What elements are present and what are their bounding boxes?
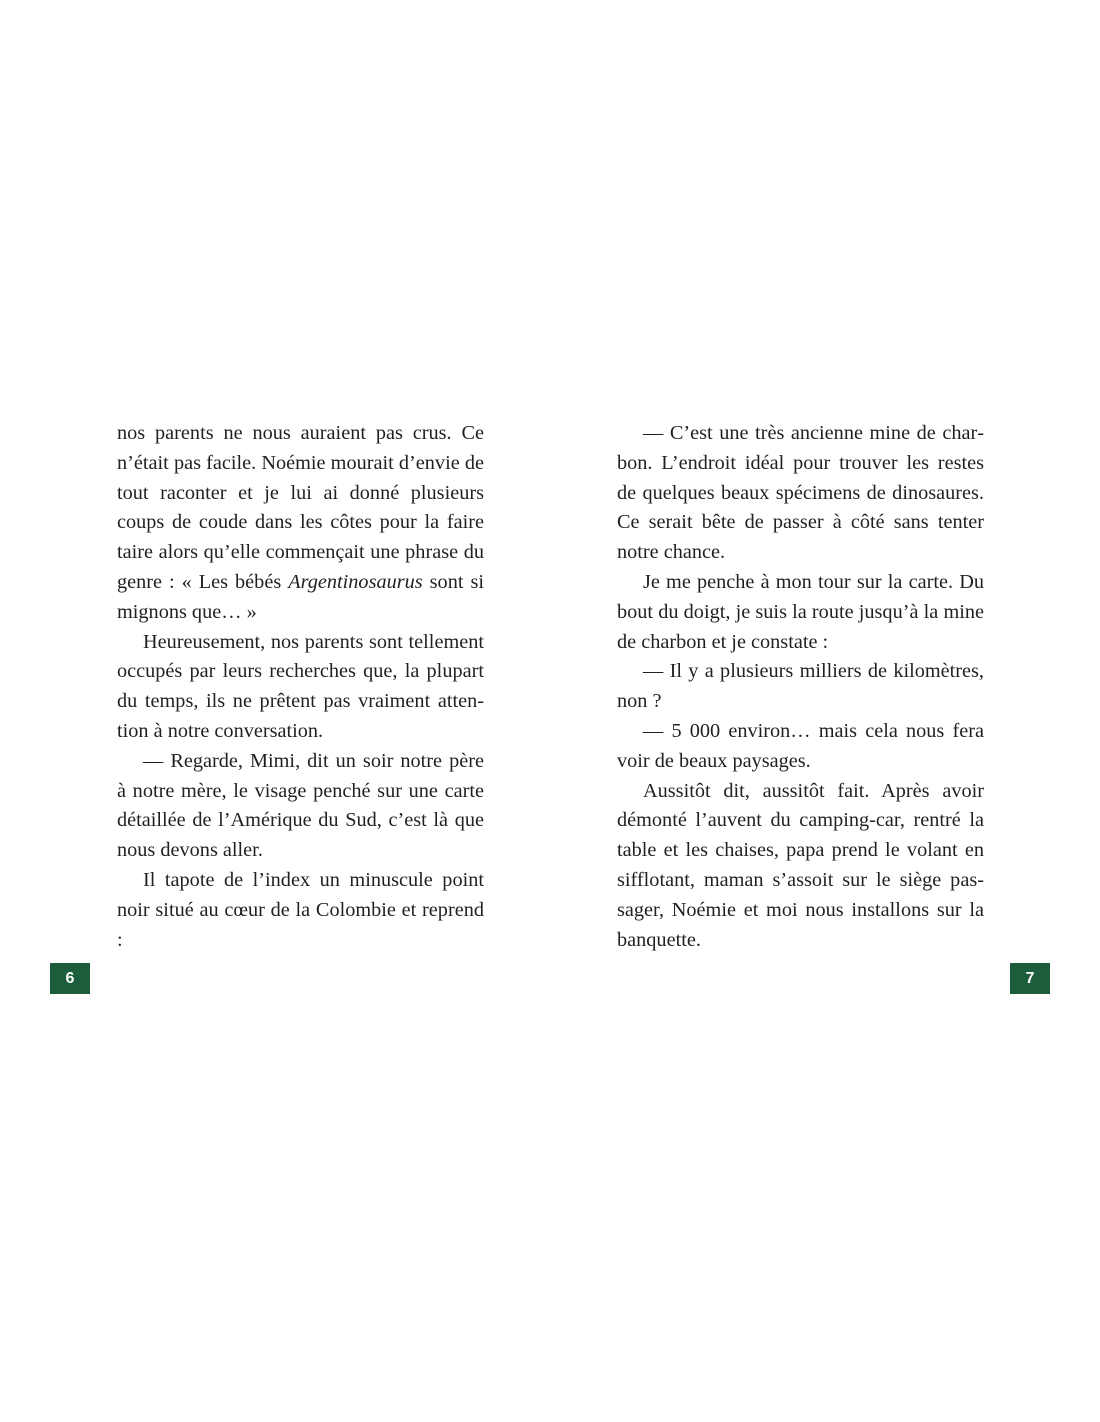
paragraph: Aussitôt dit, aussitôt fait. Après avoir démonté l’auvent du camping-car, rentré la table et les chaises, papa prend le volant en sifflotant, maman s’assoit sur le siège passager, Noémie et moi nous installons sur la banquette. [617,779,984,951]
left-page-text [117,419,484,955]
paragraph: Je me penche à mon tour sur la carte. Du bout du doigt, je suis la route jusqu’à la mine de charbon et je constate : [617,570,984,653]
page-number-left: 6 [50,963,90,994]
species-name-italic: Argentinosaurus [288,570,423,593]
paragraph: Il tapote de l’index un minuscule point noir situé au cœur de la Colombie et reprend : [117,868,484,951]
paragraph: — C’est une très ancienne mine de charbon. L’endroit idéal pour trouver les restes de quelques beaux spécimens de dinosaures. Ce serait bête de passer à côté sans tenter notre chance. [617,422,984,564]
paragraph: — Il y a plusieurs milliers de kilomètres, non ? [617,660,984,713]
page-number-right: 7 [1010,963,1050,994]
paragraph: — Regarde, Mimi, dit un soir notre père à notre mère, le visage penché sur une carte détaillée de l’Amérique du Sud, c’est là que nous devons aller. [117,749,484,862]
paragraph-text: nos parents ne nous auraient pas crus. Ce n’était pas facile. Noémie mourait d’envie de tout raconter et je lui ai donné plusieurs coups de coude dans les côtes pour la faire taire alors qu’elle commençait une phrase du genre : « Les bébés [117,422,484,593]
right-page-text [617,419,984,955]
paragraph: Heureusement, nos parents sont tellement occupés par leurs recherches que, la plupart du temps, ils ne prêtent pas vraiment attention à notre conversation. [117,630,484,742]
paragraph-text: sont si mignons que… » [117,570,484,623]
paragraph [117,419,484,628]
paragraph: — 5 000 environ… mais cela nous fera voir de beaux paysages. [617,719,984,772]
